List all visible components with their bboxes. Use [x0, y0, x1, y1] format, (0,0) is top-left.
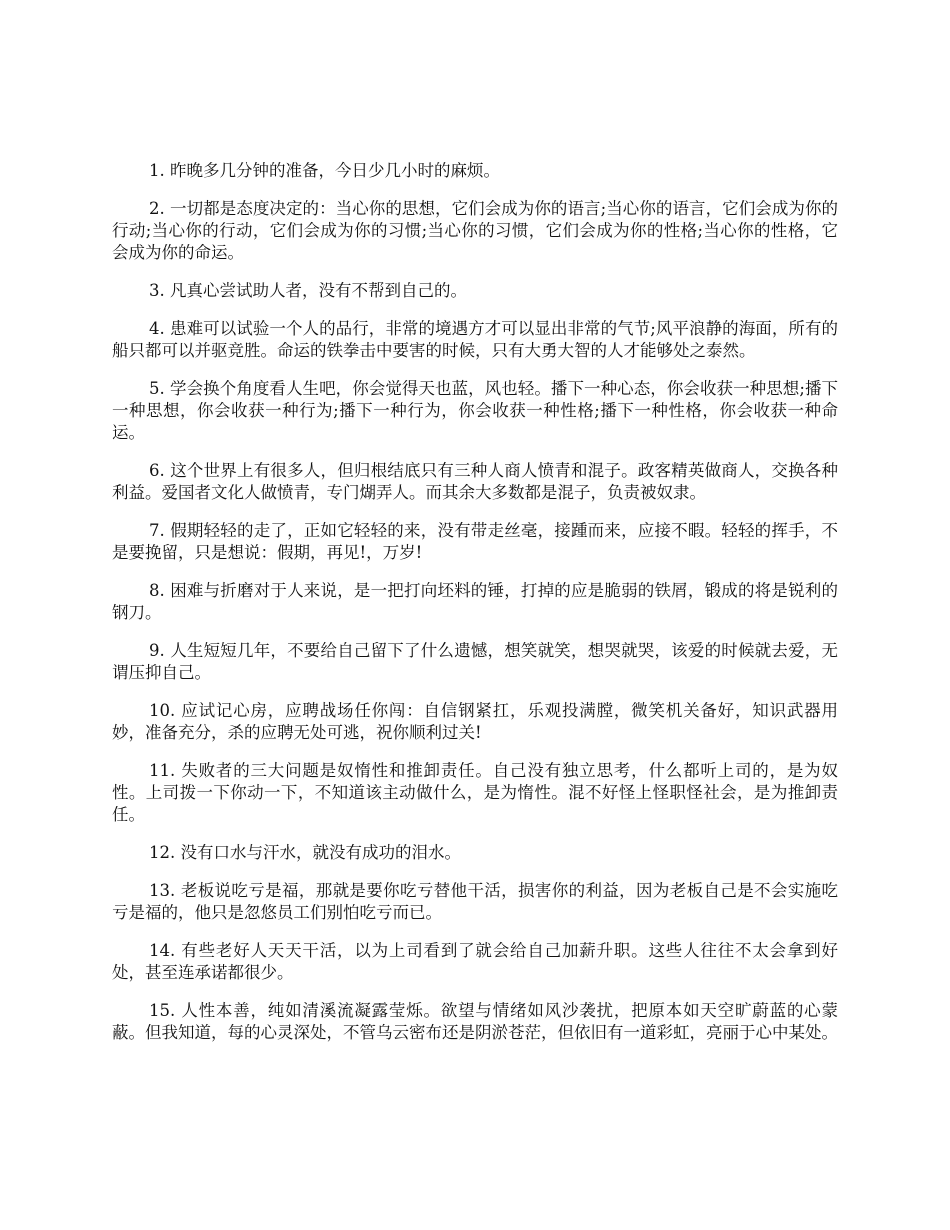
paragraph-6: 6. 这个世界上有很多人，但归根结底只有三种人商人愤青和混子。政客精英做商人，交换各种利益。爱国者文化人做愤青，专门煳弄人。而其余大多数都是混子，负责被奴隶。	[112, 461, 838, 502]
paragraph-3: 3. 凡真心尝试助人者，没有不帮到自己的。	[149, 281, 467, 300]
paragraph-2: 2. 一切都是态度决定的：当心你的思想，它们会成为你的语言;当心你的语言，它们会成为你的行动;当心你的行动，它们会成为你的习惯;当心你的习惯，它们会成为你的性格;当心你的性格，它会成为你的命运。	[112, 199, 838, 262]
paragraph-7: 7. 假期轻轻的走了，正如它轻轻的来，没有带走丝毫，接踵而来，应接不暇。轻轻的挥手，不是要挽留，只是想说：假期，再见!，万岁!	[112, 521, 838, 562]
paragraph-5: 5. 学会换个角度看人生吧，你会觉得天也蓝，风也轻。播下一种心态，你会收获一种思想;播下一种思想，你会收获一种行为;播下一种行为，你会收获一种性格;播下一种性格，你会收获一种命运。	[112, 379, 838, 442]
paragraph-1: 1. 昨晚多几分钟的准备，今日少几小时的麻烦。	[149, 161, 500, 180]
paragraph-8: 8. 困难与折磨对于人来说，是一把打向坯料的锤，打掉的应是脆弱的铁屑，锻成的将是锐利的钢刀。	[112, 581, 838, 622]
paragraph-13: 13. 老板说吃亏是福，那就是要你吃亏替他干活，损害你的利益，因为老板自己是不会实施吃亏是福的，他只是忽悠员工们别怕吃亏而已。	[112, 881, 838, 922]
document-body	[112, 160, 838, 1060]
paragraph-4: 4. 患难可以试验一个人的品行，非常的境遇方才可以显出非常的气节;风平浪静的海面，所有的船只都可以并驱竞胜。命运的铁拳击中要害的时候，只有大勇大智的人才能够处之泰然。	[112, 319, 838, 360]
paragraph-9: 9. 人生短短几年，不要给自己留下了什么遗憾，想笑就笑，想哭就哭，该爱的时候就去爱，无谓压抑自己。	[112, 641, 838, 682]
paragraph-11: 11. 失败者的三大问题是奴惰性和推卸责任。自己没有独立思考，什么都听上司的，是为奴性。上司拨一下你动一下，不知道该主动做什么，是为惰性。混不好怪上怪职怪社会，是为推卸责任。	[112, 761, 838, 824]
paragraph-10: 10. 应试记心房，应聘战场任你闯：自信钢紧扛，乐观投满膛，微笑机关备好，知识武器用妙，准备充分，杀的应聘无处可逃，祝你顺利过关!	[112, 701, 838, 742]
paragraph-12: 12. 没有口水与汗水，就没有成功的泪水。	[149, 843, 461, 862]
paragraph-14: 14. 有些老好人天天干活，以为上司看到了就会给自己加薪升职。这些人往往不太会拿到好处，甚至连承诺都很少。	[112, 941, 838, 982]
paragraph-15: 15. 人性本善，纯如清溪流凝露莹烁。欲望与情绪如风沙袭扰，把原本如天空旷蔚蓝的心蒙蔽。但我知道，每的心灵深处，不管乌云密布还是阴淤苍茫，但依旧有一道彩虹，亮丽于心中某处。	[112, 1001, 838, 1042]
